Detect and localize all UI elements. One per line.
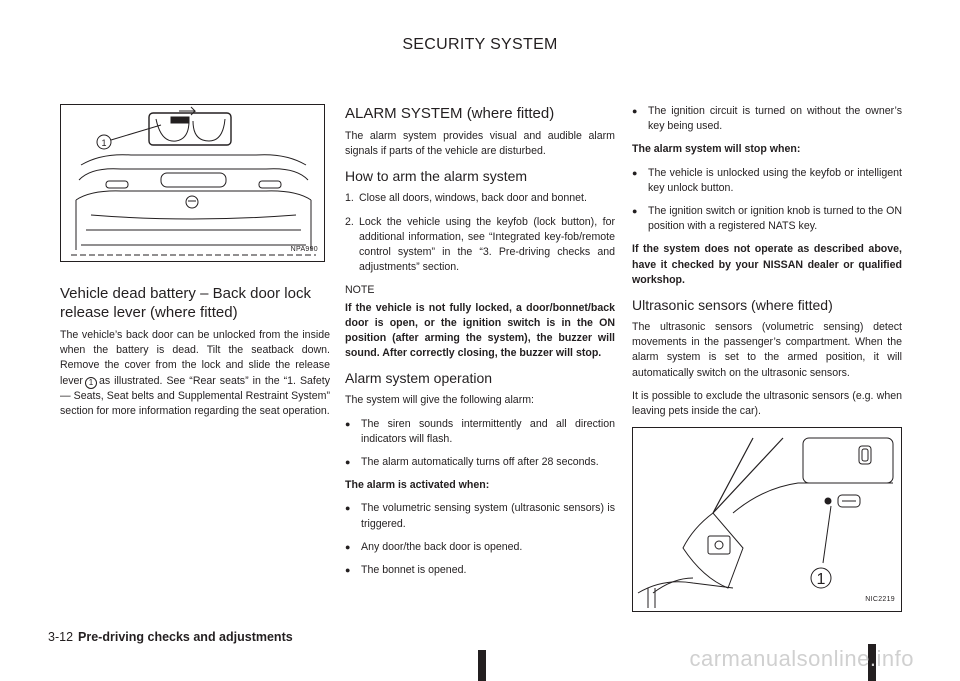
arm-heading: How to arm the alarm system <box>345 168 528 185</box>
stop-label: The alarm system will stop when: <box>632 143 801 156</box>
note-text: If the vehicle is not fully locked, a door/bonnet/back door is open, or the ignition switch is in the ON position (after arming the system), the buzzer will sound. After correctly closing, the buzzer will stop. <box>345 301 615 360</box>
ultrasonic-paragraph-1: The ultrasonic sensors (volumetric sensing) detect movements in the passenger’s compartment. When the alarm system is set to the armed position, it will automatically switch on the ultrasonic sensors. <box>632 321 902 379</box>
dead-battery-paragraph: The vehicle’s back door can be unlocked from the inside when the battery is dead. Tilt the seatback down. Remove the cover from the lock and slide the release lever 1 as illustrated. See “Rear seats” in the “1. Safety — Seats, Seat belts and Supplemental Restraint System” section for more information regarding the seat operation. <box>60 329 330 418</box>
column-1 <box>60 104 330 427</box>
callout-number: 1 <box>101 138 107 148</box>
alarm-list-item: ● The siren sounds intermittently and all direction indicators will flash. <box>345 417 615 447</box>
stop-list-item: ● The vehicle is unlocked using the keyfob or intelligent key unlock button. <box>632 166 902 196</box>
binding-mark <box>478 650 486 681</box>
activated-list-item: ● The bonnet is opened. <box>345 563 615 578</box>
ref-callout-icon: 1 <box>85 377 97 389</box>
activated-label: The alarm is activated when: <box>345 479 490 492</box>
note-label: NOTE <box>345 284 375 297</box>
figure-back-door-lever <box>60 104 325 262</box>
figure-code: NPA990 <box>290 245 318 253</box>
operation-intro: The system will give the following alarm: <box>345 394 534 407</box>
watermark: carmanualsonline.info <box>689 646 914 671</box>
ultrasonic-sensor-illustration <box>633 428 902 612</box>
figure-ultrasonic-sensor <box>632 427 902 612</box>
column-2 <box>345 104 615 586</box>
step-item: 2. Lock the vehicle using the keyfob (lock button), for additional information, see “Integrated key-fob/remote control system” in the “3. Pre-driving checks and adjustments” section. <box>345 215 615 274</box>
activated-list-item: ● Any door/the back door is opened. <box>345 540 615 555</box>
activated-list-item: ● The volumetric sensing system (ultrasonic sensors) is triggered. <box>345 501 615 531</box>
page-header: SECURITY SYSTEM <box>402 36 558 53</box>
alarm-system-title: ALARM SYSTEM (where fitted) <box>345 105 555 122</box>
step-item: 1. Close all doors, windows, back door and bonnet. <box>345 192 587 205</box>
column-3 <box>632 104 902 612</box>
figure-code: NIC2219 <box>865 596 895 604</box>
callout-number: 1 <box>816 571 826 589</box>
stop-list-item: ● The ignition switch or ignition knob is turned to the ON position with a registered NATS key. <box>632 204 902 234</box>
section-title-dead-battery: Vehicle dead battery – Back door lock release lever (where fitted) <box>60 285 311 321</box>
warning-text: If the system does not operate as described above, have it checked by your NISSAN dealer or qualified workshop. <box>632 243 902 286</box>
ultrasonic-paragraph-2: It is possible to exclude the ultrasonic sensors (e.g. when leaving pets inside the car). <box>632 389 902 418</box>
page-footer <box>48 630 293 644</box>
alarm-list-item: ● The alarm automatically turns off after 28 seconds. <box>345 455 615 470</box>
activated-list-item: ● The ignition circuit is turned on without the owner’s key being used. <box>632 104 902 134</box>
operation-heading: Alarm system operation <box>345 370 493 387</box>
ultrasonic-heading: Ultrasonic sensors (where fitted) <box>632 297 833 314</box>
alarm-intro: The alarm system provides visual and audible alarm signals if parts of the vehicle are disturbed. <box>345 130 615 158</box>
chapter-name: Pre-driving checks and adjustments <box>78 630 293 644</box>
page-number: 3-12 <box>48 630 74 644</box>
back-door-illustration <box>61 105 325 262</box>
